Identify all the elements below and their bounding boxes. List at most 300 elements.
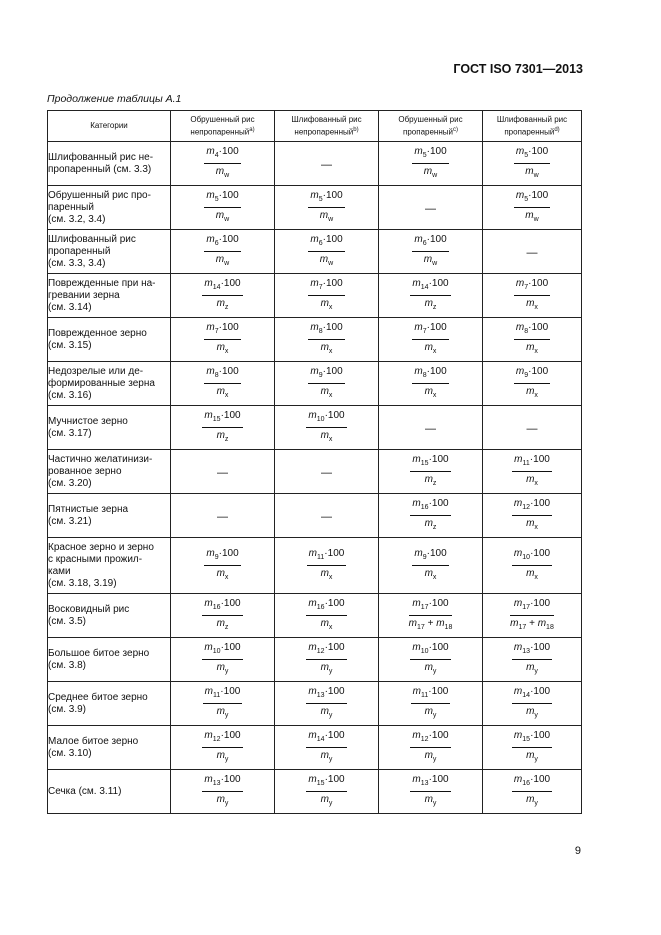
formula-variable: m [308, 685, 317, 697]
formula [514, 366, 550, 402]
formula-numerator: $m_{13}\cdot 100$ [306, 686, 346, 704]
formula-numerator: $m_{16}\cdot 100$ [410, 498, 450, 516]
table-row [48, 726, 582, 770]
formula-numerator: $m_{11}\cdot 100$ [203, 686, 243, 704]
value-cell [379, 538, 483, 594]
formula-denominator [412, 252, 448, 270]
formula-variable: m [526, 749, 535, 761]
formula-variable: m [206, 321, 215, 333]
formula-variable: m [308, 409, 317, 421]
formula-subscript: z [224, 435, 229, 443]
value-cell [379, 362, 483, 406]
formula-variable: m [526, 473, 535, 485]
formula-subscript: 6 [318, 239, 323, 247]
formula-numerator: $m_{13}\cdot 100$ [512, 642, 552, 660]
formula-numerator: $m_9\cdot 100$ [514, 366, 550, 384]
value-cell [483, 726, 582, 770]
formula [512, 730, 552, 766]
formula-variable: m [513, 547, 523, 559]
formula-subscript: z [432, 523, 437, 531]
table-row [48, 770, 582, 814]
formula-variable: m [423, 253, 433, 265]
formula-variable: m [320, 793, 329, 805]
formula-numerator: $m_{17}\cdot 100$ [409, 598, 453, 616]
formula-variable: m [216, 429, 225, 441]
formula-variable: m [513, 641, 523, 653]
value-cell [379, 726, 483, 770]
formula-numerator: $m_{14}\cdot 100$ [306, 730, 346, 748]
formula-variable: m [414, 321, 423, 333]
value-cell [483, 230, 582, 274]
formula-numerator: $m_{17}\cdot 100$ [510, 598, 554, 616]
formula-numerator: $m_{12}\cdot 100$ [410, 730, 450, 748]
formula-variable: m [515, 145, 525, 157]
formula-variable: m [204, 641, 213, 653]
value-cell [275, 682, 379, 726]
formula-subscript: 8 [214, 371, 219, 379]
formula-subscript: 10 [316, 415, 325, 423]
formula-variable: m [310, 233, 319, 245]
formula-denominator [306, 616, 346, 634]
formula-subscript: x [224, 391, 229, 399]
table-row [48, 406, 582, 450]
formula [306, 774, 346, 810]
formula-variable: m [320, 567, 329, 579]
formula-variable: m [320, 705, 329, 717]
category-cell: Обрушенный рис про- паренный (см. 3.2, 3.4) [48, 186, 171, 230]
formula-variable: m [204, 729, 213, 741]
formula-variable: m [424, 341, 433, 353]
formula-subscript: x [534, 391, 538, 399]
formula-subscript: 17 [518, 623, 527, 631]
value-cell [275, 362, 379, 406]
formula-subscript: y [328, 667, 333, 675]
formula-numerator: $m_{10}\cdot 100$ [202, 642, 242, 660]
formula-variable: m [526, 661, 535, 673]
formula-variable: m [412, 641, 421, 653]
formula-denominator [306, 428, 346, 446]
formula-variable: m [414, 145, 423, 157]
formula-subscript: y [432, 711, 437, 719]
value-cell [483, 406, 582, 450]
formula-subscript: y [224, 799, 229, 807]
value-cell [171, 230, 275, 274]
empty-dash: — [425, 202, 436, 215]
formula-subscript: y [224, 711, 229, 719]
formula [202, 774, 242, 810]
formula-variable: m [513, 497, 523, 509]
formula [510, 598, 554, 634]
formula-numerator: $m_{15}\cdot 100$ [306, 774, 346, 792]
formula-subscript: x [534, 347, 538, 355]
formula-denominator [512, 472, 552, 490]
formula [412, 366, 448, 402]
formula-variable: m [424, 793, 433, 805]
formula-variable: m [514, 453, 523, 465]
formula-variable: m [206, 233, 215, 245]
formula-subscript: y [328, 711, 333, 719]
formula-denominator [308, 296, 344, 314]
table-row [48, 638, 582, 682]
formula-variable: m [216, 617, 225, 629]
formula-subscript: y [432, 667, 437, 675]
empty-dash: — [425, 422, 436, 435]
formula-variable: m [424, 517, 433, 529]
formula-subscript: x [432, 347, 437, 355]
formula-subscript: 13 [522, 647, 531, 655]
formula-variable: m [320, 749, 329, 761]
formula-subscript: 18 [546, 623, 554, 631]
formula-variable: m [216, 385, 225, 397]
formula-denominator [204, 252, 240, 270]
formula-variable: m [424, 661, 433, 673]
category-cell: Шлифованный рис не- пропаренный (см. 3.3) [48, 142, 171, 186]
formula-subscript: 7 [318, 283, 323, 291]
formula-denominator [410, 748, 450, 766]
formula [308, 190, 344, 226]
formula-denominator [202, 428, 242, 446]
formula-denominator [308, 340, 344, 358]
formula-variable: m [319, 209, 329, 221]
formula-subscript: 13 [420, 779, 429, 787]
formula-subscript: 11 [213, 691, 221, 699]
formula-variable: m [310, 277, 319, 289]
formula [410, 278, 450, 314]
formula-variable: m [424, 385, 433, 397]
formula-variable: m [525, 209, 534, 221]
formula-variable: m [515, 277, 525, 289]
formula-subscript: x [328, 623, 333, 631]
formula-denominator [202, 296, 242, 314]
formula-variable: m [526, 793, 535, 805]
formula-denominator [307, 566, 347, 584]
formula-subscript: z [224, 623, 229, 631]
formula-variable: m [513, 729, 523, 741]
formula-variable: m [308, 729, 317, 741]
formula-subscript: 9 [214, 553, 219, 561]
formula-variable: m [412, 453, 421, 465]
formula-subscript: z [432, 479, 437, 487]
formula-variable: m [216, 749, 225, 761]
formula-denominator [410, 516, 450, 534]
formula-variable: m [204, 409, 213, 421]
formula-numerator: $m_7\cdot 100$ [308, 278, 344, 296]
value-cell [379, 450, 483, 494]
formula-variable: m [216, 341, 225, 353]
formula-variable: m [515, 365, 525, 377]
formula-variable: m [515, 321, 525, 333]
formula-variable: m [412, 729, 421, 741]
formula-subscript: 11 [317, 553, 325, 561]
formula [514, 190, 550, 226]
formula-numerator: $m_5\cdot 100$ [514, 190, 550, 208]
value-cell [379, 770, 483, 814]
value-cell [483, 142, 582, 186]
category-cell: Недозрелые или де- формированные зерна (см. 3.16) [48, 362, 171, 406]
formula-variable: m [513, 685, 523, 697]
value-cell [379, 318, 483, 362]
formula-variable: m [320, 661, 329, 673]
category-cell: Красное зерно и зерно с красными прожил- ками (см. 3.18, 3.19) [48, 538, 171, 594]
formula [514, 278, 550, 314]
formula-variable: m [424, 473, 433, 485]
value-cell [171, 318, 275, 362]
formula-variable: m [308, 547, 318, 559]
formula-subscript: 15 [212, 415, 221, 423]
formula-numerator: $m_{12}\cdot 100$ [202, 730, 242, 748]
value-cell [275, 538, 379, 594]
table-caption: Продолжение таблицы А.1 [47, 93, 182, 105]
formula [306, 730, 346, 766]
formula-subscript: 14 [522, 691, 531, 699]
formula-subscript: y [534, 667, 538, 675]
formula-denominator [514, 164, 550, 182]
formula-variable: m [412, 277, 421, 289]
formula [203, 686, 243, 722]
column-header: Обрушенный рис непропаренный$^{a)}$ [171, 111, 275, 142]
formula-denominator [204, 208, 240, 226]
formula-variable: m [310, 365, 319, 377]
value-cell [483, 318, 582, 362]
formula-variable: m [206, 145, 215, 157]
category-cell: Частично желатинизи- рованное зерно (см. 3.20) [48, 450, 171, 494]
formula-denominator [412, 164, 448, 182]
formula [512, 774, 552, 810]
value-cell [275, 450, 379, 494]
formula-numerator: $m_{10}\cdot 100$ [512, 548, 552, 566]
formula-subscript: 5 [214, 195, 219, 203]
formula-denominator [412, 340, 448, 358]
value-cell [275, 494, 379, 538]
formula-subscript: z [432, 303, 437, 311]
formula [202, 598, 242, 634]
formula-variable: m [412, 497, 421, 509]
value-cell [275, 726, 379, 770]
formula [412, 548, 448, 584]
formula-subscript: 8 [524, 327, 529, 335]
table-row [48, 142, 582, 186]
formula-variable: m [204, 773, 213, 785]
value-cell [483, 770, 582, 814]
value-cell [379, 186, 483, 230]
formula [204, 190, 240, 226]
formula-variable: m [423, 165, 433, 177]
formula-numerator: $m_9\cdot 100$ [412, 548, 448, 566]
formula-denominator [514, 208, 550, 226]
value-cell [171, 770, 275, 814]
formula [306, 410, 346, 446]
value-cell [171, 142, 275, 186]
formula-subscript: x [328, 391, 333, 399]
formula-variable: m [216, 705, 225, 717]
category-cell: Поврежденные при на- гревании зерна (см. 3.14) [48, 274, 171, 318]
formula-numerator: $m_6\cdot 100$ [308, 234, 344, 252]
formula-variable: m [320, 385, 329, 397]
formula-subscript: 15 [316, 779, 325, 787]
formula-variable: m [215, 253, 225, 265]
formula-variable: m [513, 597, 523, 609]
formula [202, 278, 242, 314]
formula [204, 234, 240, 270]
category-cell: Шлифованный рис пропаренный (см. 3.3, 3.4) [48, 230, 171, 274]
formula-variable: m [310, 189, 319, 201]
formula-subscript: 5 [422, 151, 427, 159]
table-row [48, 230, 582, 274]
formula [306, 598, 346, 634]
formula [412, 146, 448, 182]
formula-numerator: $m_4\cdot 100$ [204, 146, 240, 164]
formula [512, 454, 552, 490]
formula-numerator: $m_5\cdot 100$ [412, 146, 448, 164]
value-cell [275, 142, 379, 186]
formula-subscript: x [328, 303, 333, 311]
value-cell [379, 638, 483, 682]
empty-dash: — [321, 466, 332, 479]
formula-denominator [204, 566, 240, 584]
category-cell: Малое битое зерно (см. 3.10) [48, 726, 171, 770]
formula-subscript: 8 [318, 327, 323, 335]
formula-variable: m [510, 617, 519, 629]
formula-subscript: y [224, 755, 229, 763]
formula-variable: m [526, 297, 535, 309]
value-cell [171, 186, 275, 230]
column-header: Шлифованный рис непропаренный$^{b)}$ [275, 111, 379, 142]
table-row [48, 538, 582, 594]
value-cell [171, 362, 275, 406]
table-row [48, 274, 582, 318]
formula [308, 278, 344, 314]
formula-numerator: $m_{15}\cdot 100$ [512, 730, 552, 748]
value-cell [483, 274, 582, 318]
data-table [47, 110, 582, 814]
formula-subscript: 7 [524, 283, 529, 291]
formula-variable: m [206, 189, 215, 201]
formula-subscript: x [328, 435, 333, 443]
formula [512, 498, 552, 534]
document-header: ГОСТ ISO 7301—2013 [453, 62, 583, 76]
formula-subscript: 6 [214, 239, 219, 247]
formula [204, 322, 240, 358]
formula-subscript: y [328, 755, 333, 763]
formula-subscript: 12 [316, 647, 325, 655]
formula [204, 548, 240, 584]
formula-subscript: w [328, 259, 334, 267]
formula-variable: m [414, 233, 423, 245]
formula-numerator: $m_{11}\cdot 100$ [307, 548, 347, 566]
formula [409, 598, 453, 634]
formula-denominator: $m_{17} + m_{18}$ [408, 617, 453, 631]
formula-subscript: 9 [318, 371, 323, 379]
formula [514, 146, 550, 182]
formula-numerator: $m_5\cdot 100$ [308, 190, 344, 208]
value-cell [171, 726, 275, 770]
empty-dash: — [217, 466, 228, 479]
value-cell [275, 186, 379, 230]
formula-variable: m [320, 617, 329, 629]
formula-subscript: y [328, 799, 333, 807]
formula-variable: m [319, 253, 329, 265]
formula-variable: m [424, 567, 433, 579]
formula-denominator [512, 516, 552, 534]
formula-numerator: $m_8\cdot 100$ [514, 322, 550, 340]
formula-subscript: 8 [422, 371, 427, 379]
formula-subscript: 5 [318, 195, 323, 203]
formula-subscript: 18 [444, 623, 453, 631]
formula-denominator [204, 340, 240, 358]
value-cell [483, 638, 582, 682]
formula [202, 410, 242, 446]
formula [204, 366, 240, 402]
empty-dash: — [526, 422, 538, 435]
formula [308, 366, 344, 402]
table-row [48, 494, 582, 538]
formula [307, 548, 347, 584]
formula-numerator: $m_7\cdot 100$ [204, 322, 240, 340]
formula-numerator: $m_{11}\cdot 100$ [512, 454, 552, 472]
formula-subscript: y [534, 799, 538, 807]
formula-variable: m [513, 773, 523, 785]
formula-subscript: z [224, 303, 229, 311]
formula-variable: m [204, 597, 213, 609]
formula-denominator [410, 660, 450, 678]
formula [202, 730, 242, 766]
formula [410, 730, 450, 766]
formula-subscript: y [534, 755, 538, 763]
formula-denominator [410, 472, 450, 490]
value-cell [171, 494, 275, 538]
formula-subscript: 12 [522, 503, 531, 511]
formula-subscript: 10 [420, 647, 429, 655]
value-cell [171, 406, 275, 450]
formula-numerator: $m_{16}\cdot 100$ [512, 774, 552, 792]
formula-variable: m [215, 209, 225, 221]
value-cell [171, 594, 275, 638]
formula-numerator: $m_{14}\cdot 100$ [202, 278, 242, 296]
formula-variable: m [310, 321, 319, 333]
formula-subscript: y [534, 711, 538, 719]
formula-subscript: y [432, 755, 437, 763]
formula [512, 686, 552, 722]
value-cell [483, 494, 582, 538]
formula-subscript: 14 [420, 283, 429, 291]
formula-numerator: $m_5\cdot 100$ [204, 190, 240, 208]
formula-variable: m [526, 567, 535, 579]
formula-subscript: 11 [522, 459, 530, 467]
category-cell: Пятнистые зерна (см. 3.21) [48, 494, 171, 538]
formula [512, 642, 552, 678]
formula-variable: m [215, 165, 225, 177]
formula-denominator [204, 164, 240, 182]
value-cell [483, 682, 582, 726]
table-row [48, 362, 582, 406]
formula-variable: m [412, 773, 421, 785]
formula-subscript: x [534, 303, 538, 311]
formula-denominator [202, 660, 242, 678]
formula-numerator: $m_7\cdot 100$ [514, 278, 550, 296]
formula-subscript: 4 [214, 151, 219, 159]
formula-variable: m [412, 597, 421, 609]
formula-numerator: $m_6\cdot 100$ [412, 234, 448, 252]
formula-denominator [412, 566, 448, 584]
value-cell [379, 594, 483, 638]
formula-subscript: w [432, 171, 438, 179]
formula-variable: m [216, 297, 225, 309]
formula-subscript: 13 [316, 691, 325, 699]
formula-subscript: x [534, 523, 538, 531]
formula-variable: m [526, 705, 535, 717]
table-body [48, 142, 582, 814]
table-row [48, 318, 582, 362]
